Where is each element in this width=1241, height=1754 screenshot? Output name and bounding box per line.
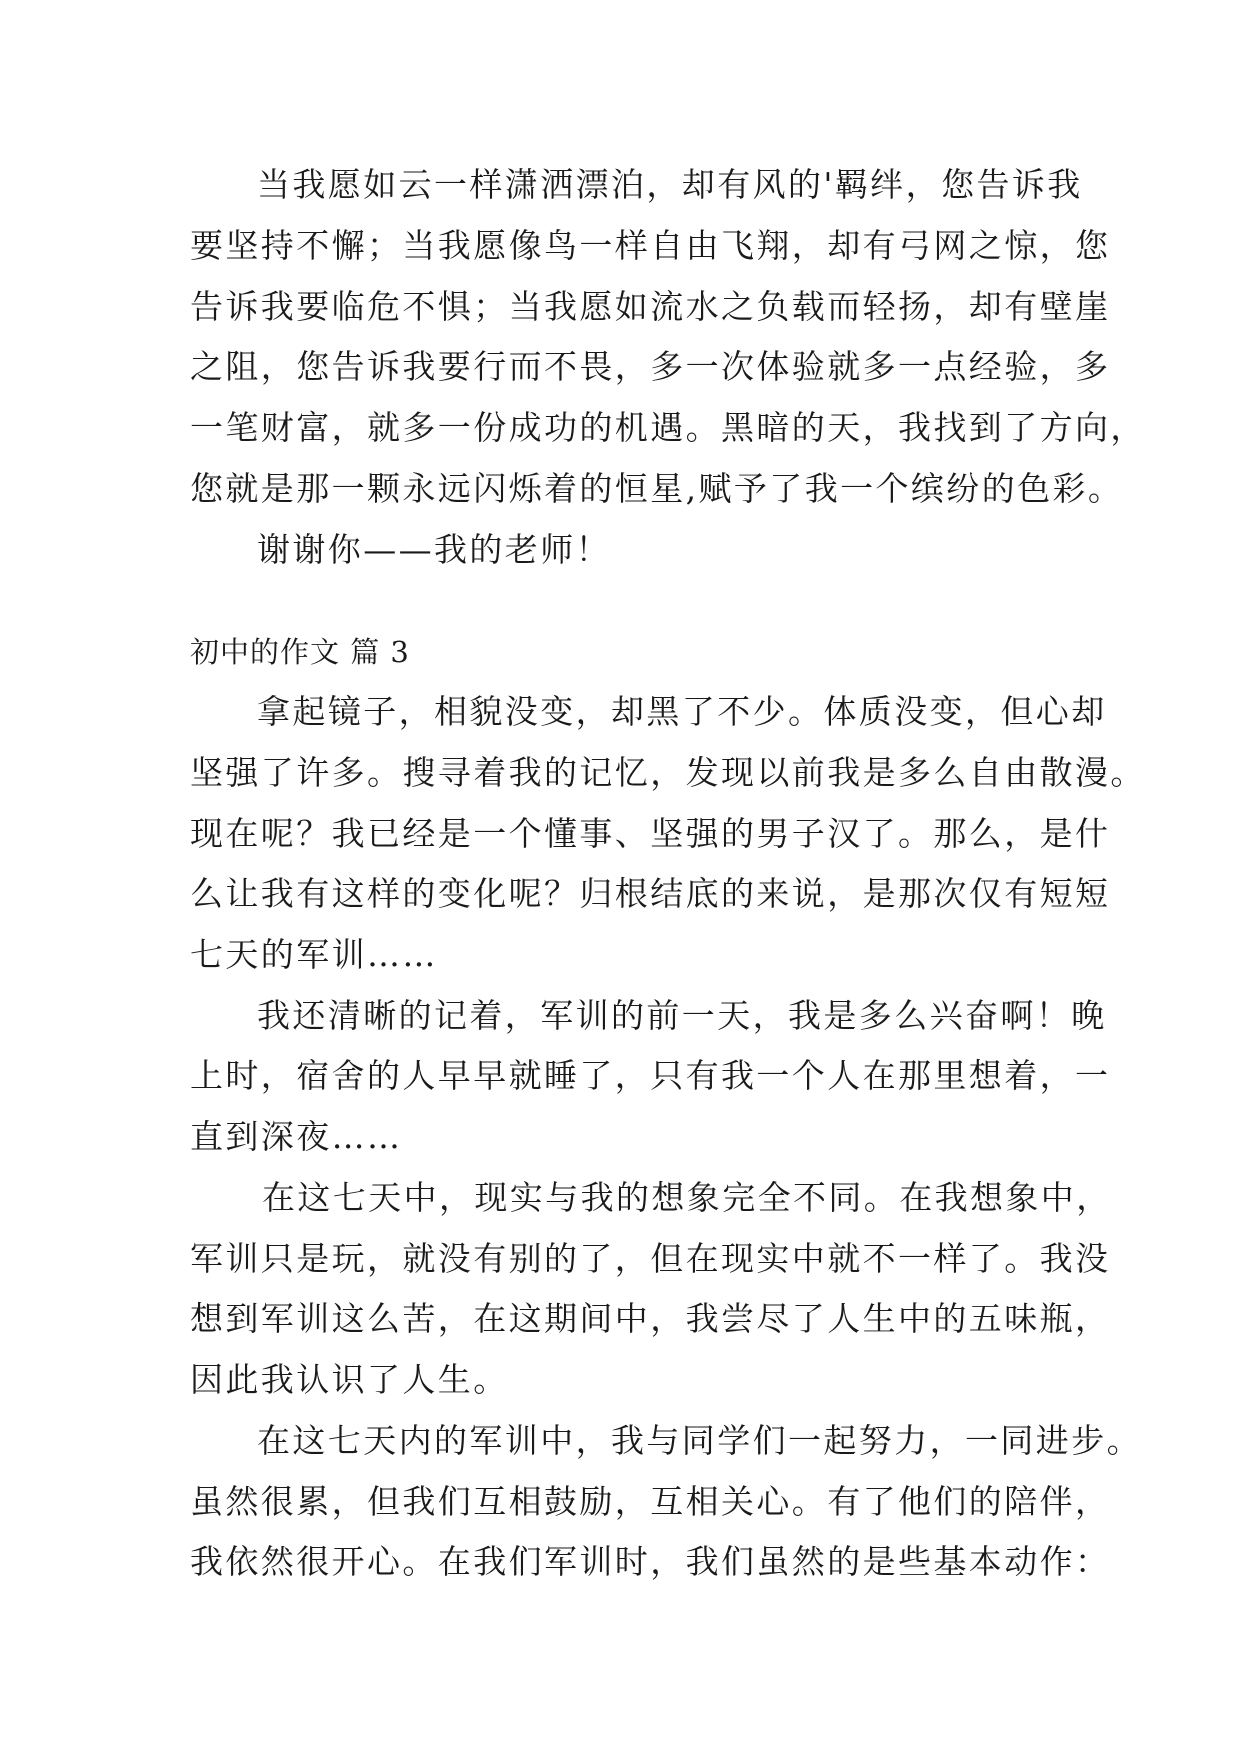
paragraph-line: 因此我认识了人生。 <box>190 1360 509 1399</box>
paragraph-line: 要坚持不懈；当我愿像鸟一样自由飞翔，却有弓网之惊，您 <box>190 226 1111 265</box>
paragraph-line: 告诉我要临危不惧；当我愿如流水之负载而轻扬，却有壁崖 <box>190 287 1111 326</box>
paragraph-line: 现在呢？我已经是一个懂事、坚强的男子汉了。那么，是什 <box>190 814 1111 853</box>
paragraph-line: 上时，宿舍的人早早就睡了，只有我一个人在那里想着，一 <box>190 1056 1111 1095</box>
paragraph-line: 想到军训这么苦，在这期间中，我尝尽了人生中的五味瓶， <box>190 1299 1111 1338</box>
paragraph-line: 一笔财富，就多一份成功的机遇。黑暗的天，我找到了方向， <box>190 408 1146 447</box>
paragraph-line: 虽然很累，但我们互相鼓励，互相关心。有了他们的陪伴， <box>190 1482 1111 1521</box>
paragraph-line: 么让我有这样的变化呢？归根结底的来说，是那次仅有短短 <box>190 874 1111 913</box>
paragraph-line: 军训只是玩，就没有别的了，但在现实中就不一样了。我没 <box>190 1239 1111 1278</box>
paragraph-line: 坚强了许多。搜寻着我的记忆，发现以前我是多么自由散漫。 <box>190 753 1146 792</box>
paragraph-line: 您就是那一颗永远闪烁着的恒星,赋予了我一个缤纷的色彩。 <box>190 469 1124 508</box>
paragraph-line: 在这七天内的军训中，我与同学们一起努力，一同进步。 <box>257 1421 1142 1460</box>
paragraph-line: 当我愿如云一样潇洒漂泊，却有风的'羁绊，您告诉我 <box>257 165 1083 204</box>
paragraph-line: 之阻，您告诉我要行而不畏，多一次体验就多一点经验，多 <box>190 347 1111 386</box>
paragraph-line: 七天的军训…… <box>190 935 438 974</box>
paragraph-line: 我还清晰的记着，军训的前一天，我是多么兴奋啊！晚 <box>257 996 1107 1035</box>
paragraph-line: 直到深夜…… <box>190 1117 403 1156</box>
paragraph-line: 我依然很开心。在我们军训时，我们虽然的是些基本动作： <box>190 1542 1111 1581</box>
paragraph-line: 在这七天中，现实与我的想象完全不同。在我想象中， <box>262 1178 1112 1217</box>
paragraph-line: 拿起镜子，相貌没变，却黑了不少。体质没变，但心却 <box>257 692 1107 731</box>
section-heading: 初中的作文 篇 3 <box>190 635 410 669</box>
paragraph-line: 谢谢你——我的老师！ <box>257 530 611 569</box>
